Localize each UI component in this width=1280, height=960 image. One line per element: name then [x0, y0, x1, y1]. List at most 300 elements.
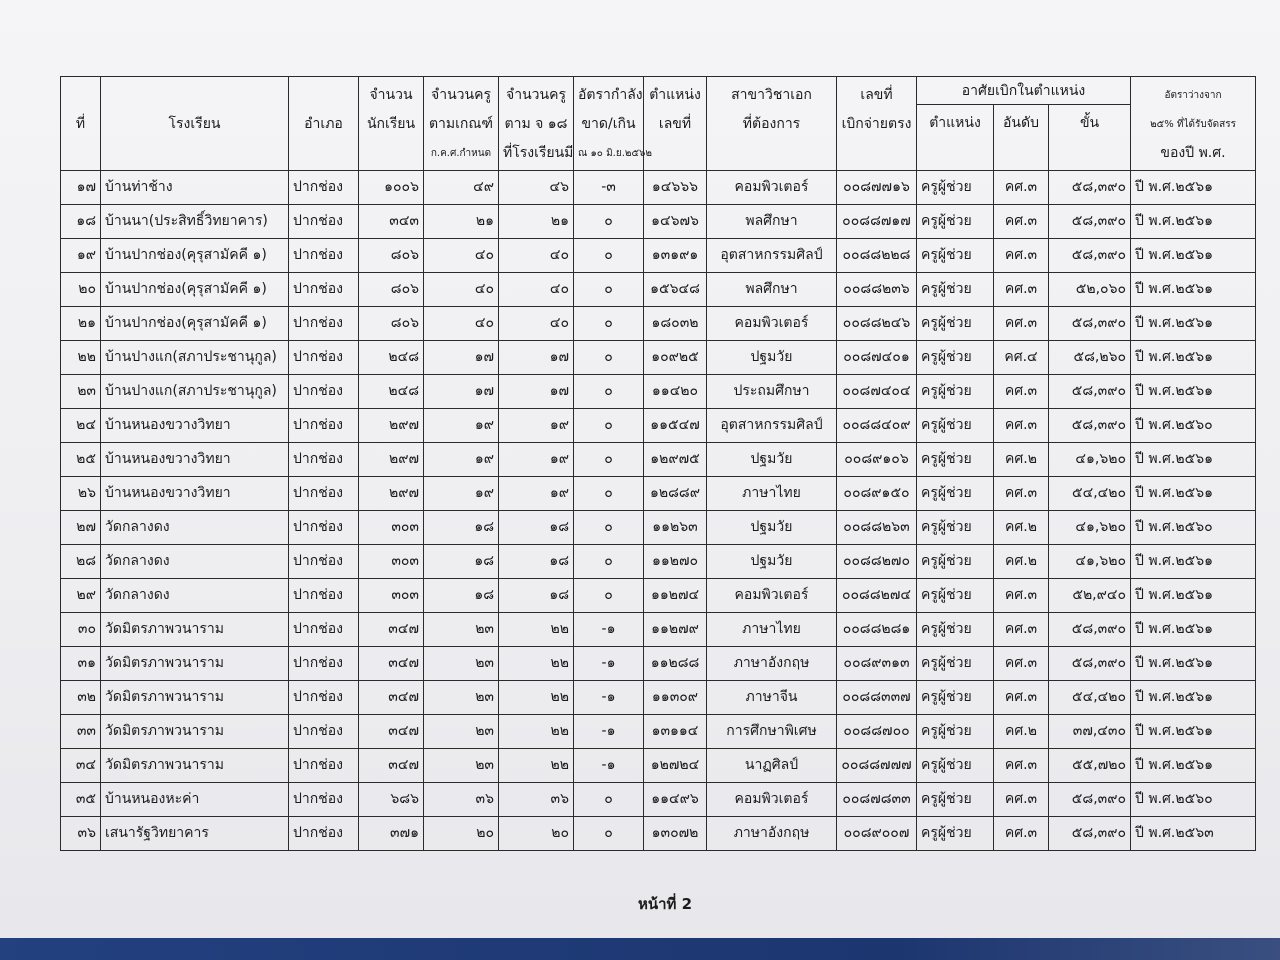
teachers-by-criteria: ๔๐ [424, 239, 499, 273]
school-name: วัดมิตรภาพวนาราม [101, 715, 289, 749]
staffing-surplus-deficit: ๐ [574, 817, 644, 851]
school-name: วัดกลางดง [101, 579, 289, 613]
vacancy-year: ปี พ.ศ.๒๕๖๑ [1131, 477, 1256, 511]
row-number: ๒๗ [61, 511, 101, 545]
row-number: ๒๖ [61, 477, 101, 511]
required-major: ภาษาจีน [707, 681, 837, 715]
district-name: ปากช่อง [289, 375, 359, 409]
table-header [61, 77, 1256, 171]
table-row [61, 273, 1256, 307]
table-row [61, 443, 1256, 477]
based-rank: คศ.๓ [994, 239, 1049, 273]
based-step-salary: ๕๘,๓๙๐ [1049, 613, 1131, 647]
table-row [61, 749, 1256, 783]
direct-pay-number: ๐๐๘๘๒๓๖ [837, 273, 917, 307]
row-number: ๒๙ [61, 579, 101, 613]
based-position: ครูผู้ช่วย [917, 817, 994, 851]
required-major: นาฏศิลป์ [707, 749, 837, 783]
table-row [61, 715, 1256, 749]
teachers-by-j18: ๒๒ [499, 749, 574, 783]
staffing-surplus-deficit: ๐ [574, 443, 644, 477]
position-number: ๑๒๘๘๙ [644, 477, 707, 511]
direct-pay-number: ๐๐๘๘๗๑๗ [837, 205, 917, 239]
table-row [61, 647, 1256, 681]
position-number: ๑๑๒๘๘ [644, 647, 707, 681]
row-number: ๓๕ [61, 783, 101, 817]
based-rank: คศ.๓ [994, 307, 1049, 341]
teachers-by-j18: ๒๐ [499, 817, 574, 851]
staffing-surplus-deficit: ๐ [574, 783, 644, 817]
district-name: ปากช่อง [289, 749, 359, 783]
teachers-by-criteria: ๓๖ [424, 783, 499, 817]
based-step-salary: ๕๘,๓๙๐ [1049, 307, 1131, 341]
school-name: วัดมิตรภาพวนาราม [101, 681, 289, 715]
table-row [61, 205, 1256, 239]
teachers-by-j18: ๑๙ [499, 477, 574, 511]
vacancy-year: ปี พ.ศ.๒๕๖๑ [1131, 171, 1256, 205]
staffing-surplus-deficit: -๑ [574, 749, 644, 783]
based-step-salary: ๕๘,๓๙๐ [1049, 239, 1131, 273]
district-name: ปากช่อง [289, 307, 359, 341]
required-major: คอมพิวเตอร์ [707, 171, 837, 205]
required-major: อุตสาหกรรมศิลป์ [707, 409, 837, 443]
direct-pay-number: ๐๐๘๗๘๓๓ [837, 783, 917, 817]
row-number: ๒๔ [61, 409, 101, 443]
student-count: ๑๐๐๖ [359, 171, 424, 205]
school-name: เสนารัฐวิทยาคาร [101, 817, 289, 851]
school-name: บ้านนา(ประสิทธิ์วิทยาคาร) [101, 205, 289, 239]
teachers-by-criteria: ๒๓ [424, 681, 499, 715]
table-row [61, 307, 1256, 341]
school-name: วัดมิตรภาพวนาราม [101, 613, 289, 647]
based-step-salary: ๔๑,๖๒๐ [1049, 545, 1131, 579]
based-step-salary: ๕๒,๐๖๐ [1049, 273, 1131, 307]
row-number: ๓๑ [61, 647, 101, 681]
direct-pay-number: ๐๐๘๘๓๓๗ [837, 681, 917, 715]
based-position: ครูผู้ช่วย [917, 613, 994, 647]
table-row [61, 681, 1256, 715]
table-row [61, 613, 1256, 647]
district-name: ปากช่อง [289, 273, 359, 307]
teachers-by-criteria: ๔๙ [424, 171, 499, 205]
teachers-by-j18: ๓๖ [499, 783, 574, 817]
based-step-salary: ๕๘,๓๙๐ [1049, 409, 1131, 443]
based-rank: คศ.๓ [994, 783, 1049, 817]
vacancy-year: ปี พ.ศ.๒๕๖๑ [1131, 681, 1256, 715]
header-students: จำนวน นักเรียน [359, 77, 424, 171]
required-major: พลศึกษา [707, 205, 837, 239]
header-based-rank: อันดับ [994, 105, 1049, 171]
vacancy-year: ปี พ.ศ.๒๕๖๐ [1131, 511, 1256, 545]
vacancy-year: ปี พ.ศ.๒๕๖๑ [1131, 749, 1256, 783]
row-number: ๓๖ [61, 817, 101, 851]
required-major: ปฐมวัย [707, 511, 837, 545]
based-rank: คศ.๒ [994, 715, 1049, 749]
teachers-by-criteria: ๔๐ [424, 273, 499, 307]
district-name: ปากช่อง [289, 647, 359, 681]
based-rank: คศ.๔ [994, 341, 1049, 375]
position-number: ๑๔๖๗๖ [644, 205, 707, 239]
staffing-surplus-deficit: ๐ [574, 409, 644, 443]
student-count: ๓๐๓ [359, 579, 424, 613]
vacancy-year: ปี พ.ศ.๒๕๖๑ [1131, 647, 1256, 681]
direct-pay-number: ๐๐๘๙๑๐๖ [837, 443, 917, 477]
staffing-surplus-deficit: ๐ [574, 205, 644, 239]
student-count: ๒๙๗ [359, 477, 424, 511]
table-row [61, 579, 1256, 613]
based-position: ครูผู้ช่วย [917, 647, 994, 681]
staffing-surplus-deficit: -๑ [574, 613, 644, 647]
student-count: ๘๐๖ [359, 307, 424, 341]
district-name: ปากช่อง [289, 341, 359, 375]
based-position: ครูผู้ช่วย [917, 171, 994, 205]
required-major: ปฐมวัย [707, 545, 837, 579]
teachers-by-criteria: ๒๐ [424, 817, 499, 851]
vacancy-year: ปี พ.ศ.๒๕๖๑ [1131, 715, 1256, 749]
school-name: บ้านหนองหะค่า [101, 783, 289, 817]
based-position: ครูผู้ช่วย [917, 307, 994, 341]
required-major: คอมพิวเตอร์ [707, 579, 837, 613]
teachers-by-criteria: ๑๙ [424, 443, 499, 477]
teachers-by-j18: ๑๙ [499, 409, 574, 443]
teachers-by-criteria: ๑๙ [424, 409, 499, 443]
district-name: ปากช่อง [289, 477, 359, 511]
based-position: ครูผู้ช่วย [917, 545, 994, 579]
row-number: ๒๘ [61, 545, 101, 579]
direct-pay-number: ๐๐๘๘๒๗๐ [837, 545, 917, 579]
based-step-salary: ๕๘,๒๖๐ [1049, 341, 1131, 375]
staffing-surplus-deficit: ๐ [574, 477, 644, 511]
district-name: ปากช่อง [289, 511, 359, 545]
vacancy-year: ปี พ.ศ.๒๕๖๑ [1131, 341, 1256, 375]
student-count: ๓๐๓ [359, 545, 424, 579]
based-position: ครูผู้ช่วย [917, 205, 994, 239]
based-step-salary: ๕๔,๔๒๐ [1049, 681, 1131, 715]
direct-pay-number: ๐๐๘๗๔๐๔ [837, 375, 917, 409]
teachers-by-criteria: ๑๘ [424, 511, 499, 545]
staffing-surplus-deficit: ๐ [574, 375, 644, 409]
student-count: ๖๘๖ [359, 783, 424, 817]
direct-pay-number: ๐๐๘๘๒๖๓ [837, 511, 917, 545]
based-step-salary: ๕๘,๓๙๐ [1049, 647, 1131, 681]
teachers-by-j18: ๑๘ [499, 545, 574, 579]
row-number: ๓๓ [61, 715, 101, 749]
based-position: ครูผู้ช่วย [917, 477, 994, 511]
based-rank: คศ.๒ [994, 511, 1049, 545]
direct-pay-number: ๐๐๘๙๐๐๗ [837, 817, 917, 851]
based-position: ครูผู้ช่วย [917, 341, 994, 375]
school-name: บ้านหนองขวางวิทยา [101, 409, 289, 443]
school-name: วัดกลางดง [101, 511, 289, 545]
school-name: วัดมิตรภาพวนาราม [101, 647, 289, 681]
school-name: บ้านปากช่อง(คุรุสามัคคี ๑) [101, 239, 289, 273]
position-number: ๑๒๙๗๕ [644, 443, 707, 477]
staffing-surplus-deficit: ๐ [574, 579, 644, 613]
header-position-no: ตำแหน่ง เลขที่ [644, 77, 707, 171]
teachers-by-criteria: ๑๗ [424, 375, 499, 409]
student-count: ๓๔๗ [359, 715, 424, 749]
table-body [61, 171, 1256, 851]
table-row [61, 375, 1256, 409]
based-step-salary: ๕๘,๓๙๐ [1049, 375, 1131, 409]
based-rank: คศ.๓ [994, 681, 1049, 715]
vacancy-year: ปี พ.ศ.๒๕๖๑ [1131, 579, 1256, 613]
direct-pay-number: ๐๐๘๘๗๗๗ [837, 749, 917, 783]
district-name: ปากช่อง [289, 545, 359, 579]
based-step-salary: ๔๑,๖๒๐ [1049, 511, 1131, 545]
required-major: ภาษาไทย [707, 477, 837, 511]
student-count: ๓๔๗ [359, 681, 424, 715]
required-major: ประถมศึกษา [707, 375, 837, 409]
vacancy-year: ปี พ.ศ.๒๕๖๑ [1131, 273, 1256, 307]
table-row [61, 545, 1256, 579]
based-position: ครูผู้ช่วย [917, 443, 994, 477]
teachers-by-criteria: ๑๘ [424, 579, 499, 613]
based-position: ครูผู้ช่วย [917, 749, 994, 783]
position-number: ๑๐๙๒๕ [644, 341, 707, 375]
vacancy-year: ปี พ.ศ.๒๕๖๓ [1131, 817, 1256, 851]
student-count: ๒๙๗ [359, 409, 424, 443]
district-name: ปากช่อง [289, 783, 359, 817]
position-number: ๑๑๕๔๗ [644, 409, 707, 443]
district-name: ปากช่อง [289, 579, 359, 613]
direct-pay-number: ๐๐๘๘๒๔๖ [837, 307, 917, 341]
position-number: ๑๑๓๐๙ [644, 681, 707, 715]
teachers-by-j18: ๑๗ [499, 375, 574, 409]
required-major: ภาษาอังกฤษ [707, 647, 837, 681]
required-major: ภาษาอังกฤษ [707, 817, 837, 851]
row-number: ๓๔ [61, 749, 101, 783]
school-name: บ้านปางแก(สภาประชานุกูล) [101, 375, 289, 409]
direct-pay-number: ๐๐๘๙๑๕๐ [837, 477, 917, 511]
based-rank: คศ.๓ [994, 477, 1049, 511]
vacancy-year: ปี พ.ศ.๒๕๖๑ [1131, 443, 1256, 477]
position-number: ๑๑๔๙๖ [644, 783, 707, 817]
teachers-by-criteria: ๔๐ [424, 307, 499, 341]
based-position: ครูผู้ช่วย [917, 579, 994, 613]
staffing-surplus-deficit: ๐ [574, 545, 644, 579]
based-position: ครูผู้ช่วย [917, 511, 994, 545]
direct-pay-number: ๐๐๘๙๓๑๓ [837, 647, 917, 681]
district-name: ปากช่อง [289, 239, 359, 273]
school-name: บ้านท่าช้าง [101, 171, 289, 205]
based-rank: คศ.๓ [994, 613, 1049, 647]
header-teachers-criteria: จำนวนครู ตามเกณฑ์ ก.ค.ศ.กำหนด [424, 77, 499, 171]
direct-pay-number: ๐๐๘๘๒๗๔ [837, 579, 917, 613]
vacancy-year: ปี พ.ศ.๒๕๖๑ [1131, 239, 1256, 273]
vacancy-year: ปี พ.ศ.๒๕๖๑ [1131, 375, 1256, 409]
header-based-position: ตำแหน่ง [917, 105, 994, 171]
position-number: ๑๔๖๖๖ [644, 171, 707, 205]
teachers-by-criteria: ๒๑ [424, 205, 499, 239]
row-number: ๑๗ [61, 171, 101, 205]
required-major: อุตสาหกรรมศิลป์ [707, 239, 837, 273]
teachers-by-criteria: ๒๓ [424, 613, 499, 647]
based-step-salary: ๕๒,๙๔๐ [1049, 579, 1131, 613]
direct-pay-number: ๐๐๘๘๒๘๑ [837, 613, 917, 647]
teachers-by-j18: ๑๙ [499, 443, 574, 477]
teachers-by-criteria: ๒๓ [424, 715, 499, 749]
teachers-by-j18: ๒๒ [499, 681, 574, 715]
direct-pay-number: ๐๐๘๗๔๐๑ [837, 341, 917, 375]
district-name: ปากช่อง [289, 613, 359, 647]
desk-surface [0, 938, 1280, 960]
district-name: ปากช่อง [289, 171, 359, 205]
school-name: บ้านปางแก(สภาประชานุกูล) [101, 341, 289, 375]
position-number: ๑๑๒๗๙ [644, 613, 707, 647]
teachers-by-j18: ๑๘ [499, 579, 574, 613]
row-number: ๒๕ [61, 443, 101, 477]
based-rank: คศ.๓ [994, 273, 1049, 307]
row-number: ๒๐ [61, 273, 101, 307]
teachers-by-j18: ๒๒ [499, 647, 574, 681]
school-name: วัดมิตรภาพวนาราม [101, 749, 289, 783]
student-count: ๓๔๗ [359, 647, 424, 681]
header-staffing: อัตรากำลัง ขาด/เกิน ณ ๑๐ มิ.ย.๒๕๖๒ [574, 77, 644, 171]
based-rank: คศ.๓ [994, 409, 1049, 443]
teachers-by-j18: ๑๗ [499, 341, 574, 375]
based-step-salary: ๕๘,๓๙๐ [1049, 171, 1131, 205]
teacher-vacancy-table [60, 76, 1256, 851]
position-number: ๑๑๔๒๐ [644, 375, 707, 409]
header-based-on-position: อาศัยเบิกในตำแหน่ง [917, 77, 1131, 105]
district-name: ปากช่อง [289, 409, 359, 443]
staffing-surplus-deficit: ๐ [574, 273, 644, 307]
direct-pay-number: ๐๐๘๘๔๐๙ [837, 409, 917, 443]
student-count: ๘๐๖ [359, 273, 424, 307]
position-number: ๑๒๗๒๔ [644, 749, 707, 783]
based-rank: คศ.๒ [994, 443, 1049, 477]
position-number: ๑๕๖๔๘ [644, 273, 707, 307]
based-position: ครูผู้ช่วย [917, 783, 994, 817]
teachers-by-j18: ๒๑ [499, 205, 574, 239]
based-step-salary: ๕๔,๔๒๐ [1049, 477, 1131, 511]
staffing-surplus-deficit: ๐ [574, 341, 644, 375]
based-position: ครูผู้ช่วย [917, 375, 994, 409]
student-count: ๒๔๘ [359, 341, 424, 375]
teachers-by-j18: ๒๒ [499, 715, 574, 749]
school-name: บ้านปากช่อง(คุรุสามัคคี ๑) [101, 307, 289, 341]
school-name: บ้านหนองขวางวิทยา [101, 477, 289, 511]
school-name: วัดกลางดง [101, 545, 289, 579]
based-rank: คศ.๓ [994, 749, 1049, 783]
school-name: บ้านปากช่อง(คุรุสามัคคี ๑) [101, 273, 289, 307]
teachers-by-criteria: ๒๓ [424, 647, 499, 681]
required-major: ภาษาไทย [707, 613, 837, 647]
staffing-surplus-deficit: -๓ [574, 171, 644, 205]
required-major: พลศึกษา [707, 273, 837, 307]
student-count: ๓๗๑ [359, 817, 424, 851]
position-number: ๑๓๑๑๔ [644, 715, 707, 749]
district-name: ปากช่อง [289, 817, 359, 851]
required-major: คอมพิวเตอร์ [707, 783, 837, 817]
row-number: ๑๘ [61, 205, 101, 239]
teachers-by-j18: ๔๖ [499, 171, 574, 205]
staffing-surplus-deficit: -๑ [574, 647, 644, 681]
header-major: สาขาวิชาเอก ที่ต้องการ [707, 77, 837, 171]
based-step-salary: ๕๘,๓๙๐ [1049, 817, 1131, 851]
position-number: ๑๑๒๗๔ [644, 579, 707, 613]
school-name: บ้านหนองขวางวิทยา [101, 443, 289, 477]
based-step-salary: ๕๕,๗๒๐ [1049, 749, 1131, 783]
teachers-by-j18: ๔๐ [499, 273, 574, 307]
student-count: ๓๔๗ [359, 749, 424, 783]
row-number: ๒๓ [61, 375, 101, 409]
district-name: ปากช่อง [289, 715, 359, 749]
required-major: ปฐมวัย [707, 443, 837, 477]
based-rank: คศ.๒ [994, 545, 1049, 579]
district-name: ปากช่อง [289, 681, 359, 715]
district-name: ปากช่อง [289, 443, 359, 477]
row-number: ๒๒ [61, 341, 101, 375]
based-rank: คศ.๓ [994, 205, 1049, 239]
vacancy-year: ปี พ.ศ.๒๕๖๐ [1131, 783, 1256, 817]
staffing-surplus-deficit: -๑ [574, 681, 644, 715]
teachers-by-criteria: ๑๘ [424, 545, 499, 579]
based-rank: คศ.๓ [994, 171, 1049, 205]
staffing-surplus-deficit: -๑ [574, 715, 644, 749]
direct-pay-number: ๐๐๘๘๗๐๐ [837, 715, 917, 749]
table-row [61, 409, 1256, 443]
table-row [61, 341, 1256, 375]
vacancy-year: ปี พ.ศ.๒๕๖๑ [1131, 613, 1256, 647]
teachers-by-criteria: ๒๓ [424, 749, 499, 783]
student-count: ๓๐๓ [359, 511, 424, 545]
based-rank: คศ.๓ [994, 579, 1049, 613]
table-row [61, 511, 1256, 545]
student-count: ๓๔๓ [359, 205, 424, 239]
direct-pay-number: ๐๐๘๗๗๑๖ [837, 171, 917, 205]
staffing-surplus-deficit: ๐ [574, 511, 644, 545]
staffing-surplus-deficit: ๐ [574, 307, 644, 341]
student-count: ๒๙๗ [359, 443, 424, 477]
teachers-by-j18: ๑๘ [499, 511, 574, 545]
staffing-surplus-deficit: ๐ [574, 239, 644, 273]
position-number: ๑๑๒๖๓ [644, 511, 707, 545]
row-number: ๒๑ [61, 307, 101, 341]
teachers-by-j18: ๒๒ [499, 613, 574, 647]
header-no: ที่ [61, 77, 101, 171]
required-major: การศึกษาพิเศษ [707, 715, 837, 749]
student-count: ๒๔๘ [359, 375, 424, 409]
header-based-step: ขั้น [1049, 105, 1131, 171]
based-position: ครูผู้ช่วย [917, 681, 994, 715]
position-number: ๑๘๐๓๒ [644, 307, 707, 341]
header-school: โรงเรียน [101, 77, 289, 171]
vacancy-year: ปี พ.ศ.๒๕๖๑ [1131, 205, 1256, 239]
based-position: ครูผู้ช่วย [917, 273, 994, 307]
based-step-salary: ๕๘,๓๙๐ [1049, 205, 1131, 239]
based-step-salary: ๕๘,๓๙๐ [1049, 783, 1131, 817]
based-rank: คศ.๓ [994, 817, 1049, 851]
table-row [61, 783, 1256, 817]
direct-pay-number: ๐๐๘๘๒๒๘ [837, 239, 917, 273]
header-direct-pay-no: เลขที่ เบิกจ่ายตรง [837, 77, 917, 171]
teachers-by-j18: ๔๐ [499, 239, 574, 273]
header-teachers-j18: จำนวนครู ตาม จ ๑๘ ที่โรงเรียนมี [499, 77, 574, 171]
teachers-by-criteria: ๑๙ [424, 477, 499, 511]
required-major: คอมพิวเตอร์ [707, 307, 837, 341]
position-number: ๑๓๐๗๒ [644, 817, 707, 851]
based-position: ครูผู้ช่วย [917, 409, 994, 443]
based-step-salary: ๔๑,๖๒๐ [1049, 443, 1131, 477]
header-vacancy-year: อัตราว่างจาก ๒๕% ที่ได้รับจัดสรร ของปี พ.ศ. [1131, 77, 1256, 171]
based-step-salary: ๓๗,๔๓๐ [1049, 715, 1131, 749]
row-number: ๓๐ [61, 613, 101, 647]
vacancy-year: ปี พ.ศ.๒๕๖๑ [1131, 307, 1256, 341]
vacancy-year: ปี พ.ศ.๒๕๖๐ [1131, 409, 1256, 443]
teachers-by-j18: ๔๐ [499, 307, 574, 341]
